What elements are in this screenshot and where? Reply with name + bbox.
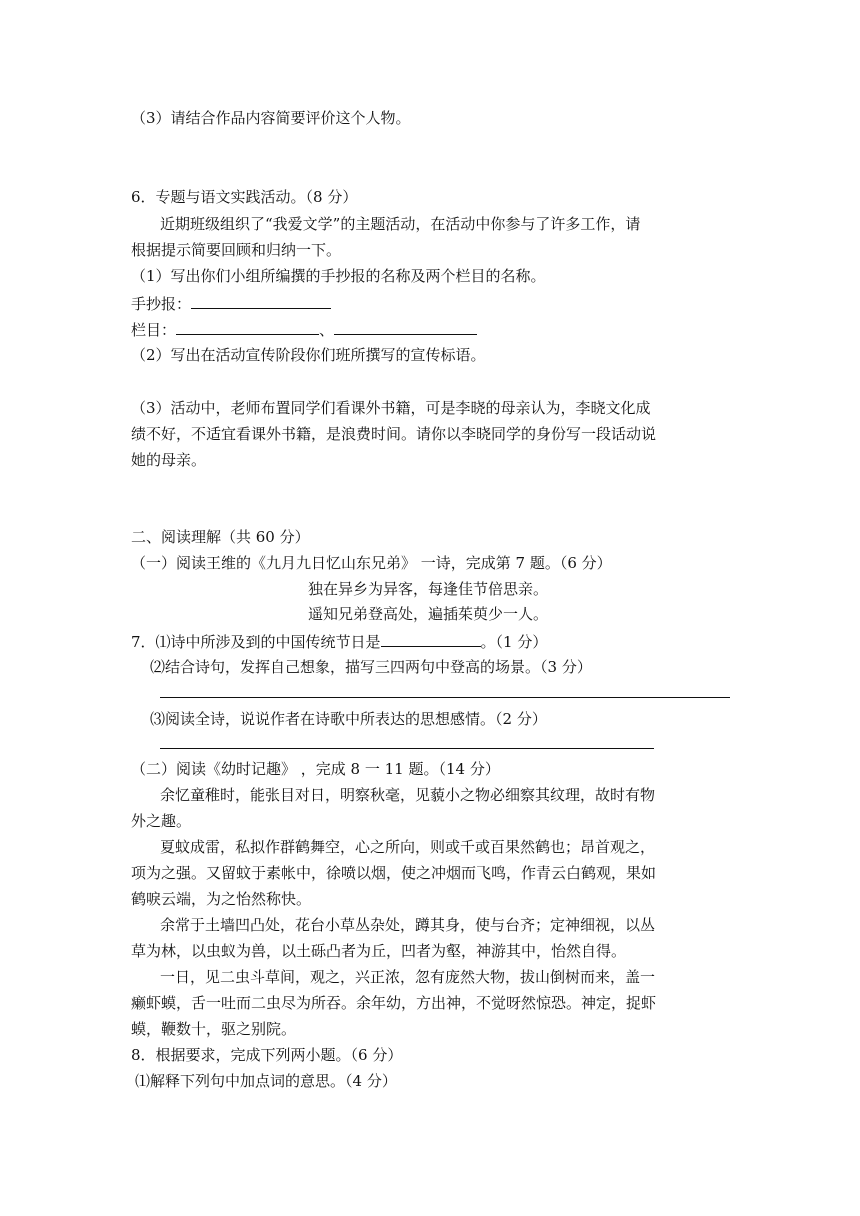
q6-intro-line1: 近期班级组织了“我爱文学”的主题活动，在活动中你参与了许多工作，请 (160, 215, 641, 233)
poem-line2: 遥知兄弟登高处，遍插茱萸少一人。 (308, 605, 549, 623)
q6-sub1: （1）写出你们小组所编撰的手抄报的名称及两个栏目的名称。 (131, 267, 546, 285)
passage-p4-line1: 一日，见二虫斗草间，观之，兴正浓，忽有庞然大物，拔山倒树而来，盖一 (160, 968, 656, 986)
passage-p2-line2: 项为之强。又留蚊于素帐中，徐喷以烟，使之冲烟而飞鸣，作青云白鹤观，果如 (131, 864, 657, 882)
q7-sub3: ⑶阅读全诗，说说作者在诗歌中所表达的思想感情。（2 分） (150, 710, 547, 728)
q6-sub3-line3: 她的母亲。 (131, 451, 207, 469)
q6-column-line (131, 319, 477, 339)
passage-p3-line2: 草为林，以虫蚁为兽，以土砾凸者为丘，凹者为壑，神游其中，怡然自得。 (131, 942, 627, 960)
section2-title: （二）阅读《幼时记趣》 ，完成 8 一 11 题。（14 分） (131, 760, 500, 778)
poem-line1: 独在异乡为异客，每逢佳节倍思亲。 (308, 580, 549, 598)
passage-p4-line2: 癞虾蟆，舌一吐而二虫尽为所吞。余年幼，方出神，不觉呀然惊恐。神定，捉虾 (131, 994, 657, 1012)
passage-p1-line1: 余忆童稚时，能张目对日，明察秋毫，见藐小之物必细察其纹理，故时有物 (160, 786, 656, 804)
q8-title: 8．根据要求，完成下列两小题。（6 分） (131, 1046, 403, 1064)
q7-sub3-answer-line[interactable] (160, 748, 654, 749)
q6-title: 6．专题与语文实践活动。（8 分） (131, 188, 358, 206)
q5-sub3: （3）请结合作品内容简要评价这个人物。 (131, 109, 411, 127)
passage-p4-line3: 蟆，鞭数十，驱之别院。 (131, 1020, 297, 1038)
column1-blank[interactable] (176, 319, 319, 335)
q7-sub1-prompt: 7．⑴诗中所涉及到的中国传统节日是 (131, 633, 381, 651)
paper-name-blank[interactable] (191, 293, 331, 309)
q6-sub2: （2）写出在活动宣传阶段你们班所撰写的宣传标语。 (131, 346, 486, 364)
q6-sub3-line2: 绩不好，不适宜看课外书籍，是浪费时间。请你以李晓同学的身份写一段话动说 (131, 425, 657, 443)
part2-title: 二、阅读理解（共 60 分） (131, 528, 310, 546)
passage-p1-line2: 外之趣。 (131, 812, 192, 830)
column-label: 栏目： (131, 321, 177, 339)
q7-sub1 (131, 631, 547, 651)
q6-intro-line2: 根据提示简要回顾和归纳一下。 (131, 241, 342, 259)
q8-sub1: ⑴解释下列句中加点词的意思。（4 分） (135, 1072, 397, 1090)
festival-blank[interactable] (381, 631, 481, 647)
paper-label: 手抄报： (131, 295, 192, 313)
q6-paper-line (131, 293, 331, 313)
section1-title: （一）阅读王维的《九月九日忆山东兄弟》 一诗，完成第 7 题。（6 分） (131, 554, 612, 572)
column2-blank[interactable] (334, 319, 477, 335)
q7-sub2: ⑵结合诗句，发挥自己想象，描写三四两句中登高的场景。（3 分） (150, 658, 592, 676)
q7-sub2-answer-line[interactable] (160, 697, 730, 698)
q7-sub1-points: 。（1 分） (480, 633, 548, 651)
q6-sub3-line1: （3）活动中，老师布置同学们看课外书籍，可是李晓的母亲认为，李晓文化成 (131, 399, 651, 417)
passage-p3-line1: 余常于土墙凹凸处，花台小草丛杂处，蹲其身，使与台齐；定神细视，以丛 (160, 916, 656, 934)
column-separator: 、 (319, 321, 335, 339)
passage-p2-line1: 夏蚊成雷，私拟作群鹤舞空，心之所向，则或千或百果然鹤也；昂首观之， (160, 838, 656, 856)
passage-p2-line3: 鹤唳云端，为之怡然称快。 (131, 890, 312, 908)
